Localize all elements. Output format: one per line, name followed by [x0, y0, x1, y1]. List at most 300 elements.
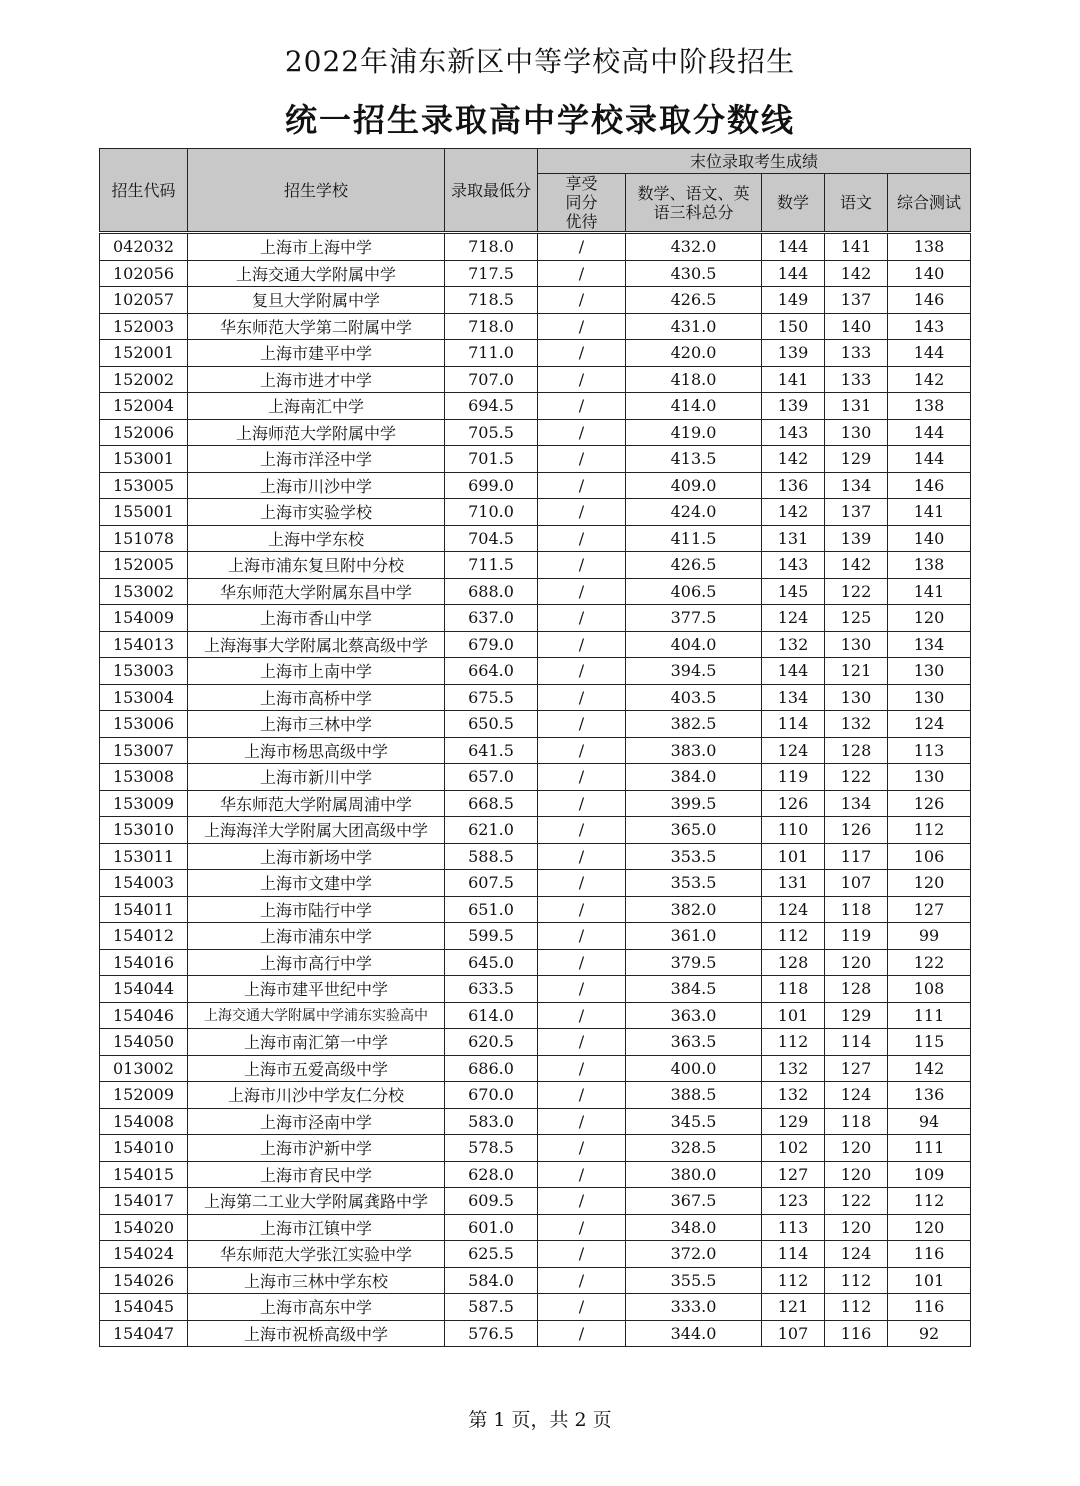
cell-priority: / — [538, 1108, 626, 1135]
cell-three-total: 404.0 — [626, 631, 762, 658]
table-row — [100, 817, 971, 844]
header-min-score: 录取最低分 — [445, 149, 538, 233]
table-row — [100, 1188, 971, 1215]
cell-school: 上海市浦东复旦附中分校 — [188, 552, 445, 579]
cell-comprehensive: 142 — [888, 1055, 971, 1082]
table-row — [100, 764, 971, 791]
cell-math: 139 — [762, 393, 825, 420]
cell-comprehensive: 144 — [888, 446, 971, 473]
cell-code: 154046 — [100, 1002, 188, 1029]
table-row — [100, 499, 971, 526]
cell-code: 151078 — [100, 525, 188, 552]
cell-priority: / — [538, 843, 626, 870]
cell-priority: / — [538, 340, 626, 367]
table-row — [100, 1135, 971, 1162]
cell-min-score: 576.5 — [445, 1320, 538, 1347]
cell-school: 上海市川沙中学 — [188, 472, 445, 499]
cell-math: 141 — [762, 366, 825, 393]
cell-math: 143 — [762, 552, 825, 579]
cell-comprehensive: 144 — [888, 340, 971, 367]
cell-math: 113 — [762, 1214, 825, 1241]
cell-three-total: 363.5 — [626, 1029, 762, 1056]
cell-priority: / — [538, 233, 626, 261]
cell-code: 153004 — [100, 684, 188, 711]
cell-code: 154050 — [100, 1029, 188, 1056]
cell-priority: / — [538, 446, 626, 473]
header-school: 招生学校 — [188, 149, 445, 233]
cell-chinese: 120 — [825, 1135, 888, 1162]
cell-comprehensive: 111 — [888, 1002, 971, 1029]
cell-priority: / — [538, 870, 626, 897]
cell-min-score: 679.0 — [445, 631, 538, 658]
cell-three-total: 420.0 — [626, 340, 762, 367]
cell-school: 上海市上海中学 — [188, 233, 445, 261]
cell-code: 154016 — [100, 949, 188, 976]
cell-three-total: 418.0 — [626, 366, 762, 393]
cell-three-total: 379.5 — [626, 949, 762, 976]
cell-three-total: 394.5 — [626, 658, 762, 685]
cell-chinese: 131 — [825, 393, 888, 420]
cell-math: 132 — [762, 631, 825, 658]
cell-three-total: 383.0 — [626, 737, 762, 764]
cell-code: 152006 — [100, 419, 188, 446]
cell-three-total: 409.0 — [626, 472, 762, 499]
cell-min-score: 628.0 — [445, 1161, 538, 1188]
cell-chinese: 142 — [825, 552, 888, 579]
cell-code: 153011 — [100, 843, 188, 870]
cell-math: 123 — [762, 1188, 825, 1215]
cell-comprehensive: 140 — [888, 260, 971, 287]
cell-three-total: 399.5 — [626, 790, 762, 817]
cell-math: 124 — [762, 737, 825, 764]
cell-chinese: 130 — [825, 631, 888, 658]
cell-min-score: 620.5 — [445, 1029, 538, 1056]
cell-math: 134 — [762, 684, 825, 711]
cell-school: 上海市进才中学 — [188, 366, 445, 393]
header-comprehensive: 综合测试 — [888, 174, 971, 233]
cell-math: 129 — [762, 1108, 825, 1135]
cell-three-total: 355.5 — [626, 1267, 762, 1294]
table-row — [100, 393, 971, 420]
cell-chinese: 128 — [825, 737, 888, 764]
cell-three-total: 345.5 — [626, 1108, 762, 1135]
cell-three-total: 430.5 — [626, 260, 762, 287]
table-row — [100, 233, 971, 261]
table-row — [100, 1108, 971, 1135]
cell-school: 上海市泾南中学 — [188, 1108, 445, 1135]
table-row — [100, 446, 971, 473]
cell-math: 145 — [762, 578, 825, 605]
cell-school: 上海中学东校 — [188, 525, 445, 552]
cell-comprehensive: 138 — [888, 233, 971, 261]
cell-priority: / — [538, 578, 626, 605]
table-row — [100, 843, 971, 870]
cell-math: 119 — [762, 764, 825, 791]
table-row — [100, 737, 971, 764]
cell-min-score: 650.5 — [445, 711, 538, 738]
header-last-admitted-group: 末位录取考生成绩 — [538, 149, 971, 174]
cell-min-score: 717.5 — [445, 260, 538, 287]
cell-comprehensive: 109 — [888, 1161, 971, 1188]
cell-priority: / — [538, 1161, 626, 1188]
cell-code: 154008 — [100, 1108, 188, 1135]
cell-three-total: 380.0 — [626, 1161, 762, 1188]
cell-school: 上海第二工业大学附属龚路中学 — [188, 1188, 445, 1215]
cell-code: 154015 — [100, 1161, 188, 1188]
score-table — [99, 148, 971, 1347]
cell-min-score: 668.5 — [445, 790, 538, 817]
cell-priority: / — [538, 1002, 626, 1029]
cell-min-score: 614.0 — [445, 1002, 538, 1029]
cell-code: 154012 — [100, 923, 188, 950]
cell-three-total: 367.5 — [626, 1188, 762, 1215]
cell-min-score: 699.0 — [445, 472, 538, 499]
cell-comprehensive: 142 — [888, 366, 971, 393]
cell-comprehensive: 124 — [888, 711, 971, 738]
cell-chinese: 126 — [825, 817, 888, 844]
table-row — [100, 1002, 971, 1029]
cell-school: 上海市高行中学 — [188, 949, 445, 976]
cell-code: 153008 — [100, 764, 188, 791]
cell-school: 上海市高桥中学 — [188, 684, 445, 711]
cell-code: 152002 — [100, 366, 188, 393]
cell-chinese: 129 — [825, 446, 888, 473]
cell-code: 152003 — [100, 313, 188, 340]
cell-comprehensive: 120 — [888, 870, 971, 897]
cell-min-score: 686.0 — [445, 1055, 538, 1082]
cell-math: 144 — [762, 233, 825, 261]
cell-math: 114 — [762, 711, 825, 738]
cell-comprehensive: 112 — [888, 817, 971, 844]
cell-chinese: 125 — [825, 605, 888, 632]
cell-code: 153007 — [100, 737, 188, 764]
cell-min-score: 621.0 — [445, 817, 538, 844]
cell-math: 150 — [762, 313, 825, 340]
cell-code: 153002 — [100, 578, 188, 605]
cell-school: 上海交通大学附属中学浦东实验高中 — [188, 1002, 445, 1029]
table-row — [100, 1161, 971, 1188]
cell-min-score: 588.5 — [445, 843, 538, 870]
cell-comprehensive: 116 — [888, 1241, 971, 1268]
cell-code: 153003 — [100, 658, 188, 685]
cell-comprehensive: 146 — [888, 287, 971, 314]
cell-math: 132 — [762, 1082, 825, 1109]
table-row — [100, 1241, 971, 1268]
cell-school: 上海市江镇中学 — [188, 1214, 445, 1241]
cell-code: 154003 — [100, 870, 188, 897]
cell-math: 139 — [762, 340, 825, 367]
cell-priority: / — [538, 525, 626, 552]
cell-comprehensive: 130 — [888, 684, 971, 711]
cell-comprehensive: 146 — [888, 472, 971, 499]
cell-school: 华东师范大学附属周浦中学 — [188, 790, 445, 817]
cell-three-total: 403.5 — [626, 684, 762, 711]
cell-school: 复旦大学附属中学 — [188, 287, 445, 314]
cell-chinese: 118 — [825, 896, 888, 923]
cell-comprehensive: 140 — [888, 525, 971, 552]
cell-comprehensive: 127 — [888, 896, 971, 923]
table-row — [100, 287, 971, 314]
cell-comprehensive: 120 — [888, 1214, 971, 1241]
cell-three-total: 328.5 — [626, 1135, 762, 1162]
cell-school: 上海市上南中学 — [188, 658, 445, 685]
table-row — [100, 949, 971, 976]
cell-priority: / — [538, 605, 626, 632]
cell-three-total: 413.5 — [626, 446, 762, 473]
cell-three-total: 353.5 — [626, 870, 762, 897]
cell-code: 154011 — [100, 896, 188, 923]
cell-three-total: 419.0 — [626, 419, 762, 446]
cell-school: 上海市陆行中学 — [188, 896, 445, 923]
cell-priority: / — [538, 684, 626, 711]
cell-chinese: 130 — [825, 684, 888, 711]
cell-code: 152004 — [100, 393, 188, 420]
cell-math: 127 — [762, 1161, 825, 1188]
cell-math: 121 — [762, 1294, 825, 1321]
cell-school: 上海市沪新中学 — [188, 1135, 445, 1162]
cell-code: 102057 — [100, 287, 188, 314]
cell-min-score: 711.5 — [445, 552, 538, 579]
table-row — [100, 790, 971, 817]
cell-code: 042032 — [100, 233, 188, 261]
cell-code: 152009 — [100, 1082, 188, 1109]
table-row — [100, 578, 971, 605]
cell-school: 上海师范大学附属中学 — [188, 419, 445, 446]
cell-chinese: 117 — [825, 843, 888, 870]
cell-code: 152005 — [100, 552, 188, 579]
cell-chinese: 112 — [825, 1294, 888, 1321]
cell-min-score: 578.5 — [445, 1135, 538, 1162]
cell-math: 132 — [762, 1055, 825, 1082]
cell-min-score: 711.0 — [445, 340, 538, 367]
cell-three-total: 365.0 — [626, 817, 762, 844]
cell-comprehensive: 122 — [888, 949, 971, 976]
table-row — [100, 631, 971, 658]
table-row — [100, 1055, 971, 1082]
cell-three-total: 424.0 — [626, 499, 762, 526]
cell-code: 154044 — [100, 976, 188, 1003]
cell-three-total: 406.5 — [626, 578, 762, 605]
table-row — [100, 313, 971, 340]
cell-three-total: 432.0 — [626, 233, 762, 261]
cell-three-total: 426.5 — [626, 552, 762, 579]
cell-three-total: 384.5 — [626, 976, 762, 1003]
cell-math: 144 — [762, 260, 825, 287]
cell-three-total: 353.5 — [626, 843, 762, 870]
cell-min-score: 651.0 — [445, 896, 538, 923]
cell-math: 124 — [762, 605, 825, 632]
cell-comprehensive: 130 — [888, 658, 971, 685]
cell-priority: / — [538, 923, 626, 950]
cell-school: 上海市文建中学 — [188, 870, 445, 897]
cell-priority: / — [538, 1320, 626, 1347]
table-row — [100, 1267, 971, 1294]
table-row — [100, 1029, 971, 1056]
cell-three-total: 372.0 — [626, 1241, 762, 1268]
cell-chinese: 118 — [825, 1108, 888, 1135]
cell-three-total: 411.5 — [626, 525, 762, 552]
cell-priority: / — [538, 817, 626, 844]
table-row — [100, 1294, 971, 1321]
cell-min-score: 718.0 — [445, 313, 538, 340]
cell-min-score: 601.0 — [445, 1214, 538, 1241]
cell-math: 126 — [762, 790, 825, 817]
cell-priority: / — [538, 896, 626, 923]
cell-priority: / — [538, 313, 626, 340]
cell-code: 154013 — [100, 631, 188, 658]
cell-priority: / — [538, 1188, 626, 1215]
cell-three-total: 333.0 — [626, 1294, 762, 1321]
document-subtitle: 统一招生录取高中学校录取分数线 — [284, 101, 795, 139]
cell-priority: / — [538, 790, 626, 817]
table-row — [100, 1320, 971, 1347]
cell-comprehensive: 112 — [888, 1188, 971, 1215]
cell-math: 107 — [762, 1320, 825, 1347]
cell-comprehensive: 120 — [888, 605, 971, 632]
cell-three-total: 377.5 — [626, 605, 762, 632]
cell-school: 上海市三林中学东校 — [188, 1267, 445, 1294]
cell-code: 154024 — [100, 1241, 188, 1268]
cell-min-score: 704.5 — [445, 525, 538, 552]
cell-comprehensive: 111 — [888, 1135, 971, 1162]
cell-three-total: 426.5 — [626, 287, 762, 314]
cell-code: 154045 — [100, 1294, 188, 1321]
cell-math: 144 — [762, 658, 825, 685]
cell-three-total: 382.0 — [626, 896, 762, 923]
cell-min-score: 670.0 — [445, 1082, 538, 1109]
cell-chinese: 129 — [825, 1002, 888, 1029]
cell-priority: / — [538, 1135, 626, 1162]
cell-math: 142 — [762, 446, 825, 473]
cell-code: 154020 — [100, 1214, 188, 1241]
cell-chinese: 134 — [825, 472, 888, 499]
cell-school: 上海海洋大学附属大团高级中学 — [188, 817, 445, 844]
cell-priority: / — [538, 552, 626, 579]
cell-chinese: 140 — [825, 313, 888, 340]
cell-math: 124 — [762, 896, 825, 923]
cell-priority: / — [538, 260, 626, 287]
table-row — [100, 552, 971, 579]
cell-min-score: 688.0 — [445, 578, 538, 605]
cell-school: 上海市杨思高级中学 — [188, 737, 445, 764]
table-body — [100, 233, 971, 1347]
cell-code: 154009 — [100, 605, 188, 632]
cell-chinese: 124 — [825, 1082, 888, 1109]
cell-priority: / — [538, 1029, 626, 1056]
cell-math: 128 — [762, 949, 825, 976]
cell-comprehensive: 138 — [888, 552, 971, 579]
cell-min-score: 718.5 — [445, 287, 538, 314]
cell-school: 上海市香山中学 — [188, 605, 445, 632]
cell-priority: / — [538, 1055, 626, 1082]
cell-three-total: 388.5 — [626, 1082, 762, 1109]
cell-min-score: 609.5 — [445, 1188, 538, 1215]
cell-min-score: 705.5 — [445, 419, 538, 446]
cell-priority: / — [538, 472, 626, 499]
cell-chinese: 132 — [825, 711, 888, 738]
cell-comprehensive: 92 — [888, 1320, 971, 1347]
cell-comprehensive: 138 — [888, 393, 971, 420]
cell-school: 上海市洋泾中学 — [188, 446, 445, 473]
table-row — [100, 658, 971, 685]
cell-comprehensive: 134 — [888, 631, 971, 658]
cell-chinese: 133 — [825, 366, 888, 393]
cell-min-score: 641.5 — [445, 737, 538, 764]
cell-code: 154047 — [100, 1320, 188, 1347]
cell-chinese: 130 — [825, 419, 888, 446]
cell-math: 142 — [762, 499, 825, 526]
cell-chinese: 137 — [825, 287, 888, 314]
cell-three-total: 361.0 — [626, 923, 762, 950]
cell-math: 114 — [762, 1241, 825, 1268]
cell-code: 154010 — [100, 1135, 188, 1162]
cell-comprehensive: 136 — [888, 1082, 971, 1109]
cell-priority: / — [538, 976, 626, 1003]
cell-priority: / — [538, 287, 626, 314]
table-row — [100, 684, 971, 711]
cell-priority: / — [538, 711, 626, 738]
cell-chinese: 120 — [825, 1161, 888, 1188]
cell-min-score: 587.5 — [445, 1294, 538, 1321]
cell-chinese: 120 — [825, 1214, 888, 1241]
cell-code: 153001 — [100, 446, 188, 473]
cell-three-total: 382.5 — [626, 711, 762, 738]
cell-min-score: 694.5 — [445, 393, 538, 420]
cell-chinese: 141 — [825, 233, 888, 261]
cell-min-score: 637.0 — [445, 605, 538, 632]
cell-comprehensive: 101 — [888, 1267, 971, 1294]
cell-chinese: 134 — [825, 790, 888, 817]
cell-math: 110 — [762, 817, 825, 844]
table-row — [100, 870, 971, 897]
cell-comprehensive: 108 — [888, 976, 971, 1003]
table-row — [100, 1214, 971, 1241]
cell-school: 华东师范大学第二附属中学 — [188, 313, 445, 340]
table-row — [100, 260, 971, 287]
cell-school: 上海市三林中学 — [188, 711, 445, 738]
cell-comprehensive: 99 — [888, 923, 971, 950]
cell-math: 131 — [762, 525, 825, 552]
cell-min-score: 645.0 — [445, 949, 538, 976]
cell-priority: / — [538, 1294, 626, 1321]
table-row — [100, 711, 971, 738]
cell-school: 华东师范大学附属东昌中学 — [188, 578, 445, 605]
cell-chinese: 121 — [825, 658, 888, 685]
cell-chinese: 137 — [825, 499, 888, 526]
cell-math: 118 — [762, 976, 825, 1003]
cell-code: 102056 — [100, 260, 188, 287]
cell-min-score: 633.5 — [445, 976, 538, 1003]
cell-priority: / — [538, 1082, 626, 1109]
cell-chinese: 120 — [825, 949, 888, 976]
header-three-subject-total: 数学、语文、英语三科总分 — [626, 174, 762, 233]
cell-school: 上海市祝桥高级中学 — [188, 1320, 445, 1347]
cell-comprehensive: 130 — [888, 764, 971, 791]
cell-school: 上海交通大学附属中学 — [188, 260, 445, 287]
cell-math: 112 — [762, 923, 825, 950]
cell-chinese: 119 — [825, 923, 888, 950]
cell-comprehensive: 126 — [888, 790, 971, 817]
header-priority: 享受同分优待 — [538, 174, 626, 233]
cell-school: 上海市南汇第一中学 — [188, 1029, 445, 1056]
cell-school: 上海市浦东中学 — [188, 923, 445, 950]
cell-chinese: 122 — [825, 764, 888, 791]
cell-chinese: 116 — [825, 1320, 888, 1347]
cell-chinese: 114 — [825, 1029, 888, 1056]
table-row — [100, 340, 971, 367]
cell-school: 上海市育民中学 — [188, 1161, 445, 1188]
cell-chinese: 124 — [825, 1241, 888, 1268]
